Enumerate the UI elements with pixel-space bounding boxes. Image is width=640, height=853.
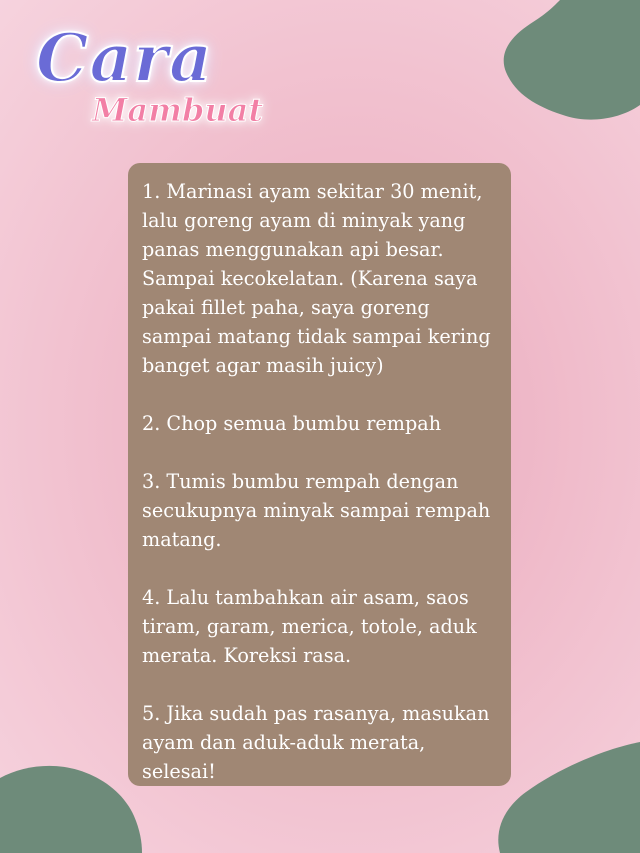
- bottom-right-blob: [498, 742, 640, 853]
- step-3: 3. Tumis bumbu rempah dengan secukupnya minyak sampai rempah matang.: [142, 470, 491, 551]
- steps-card: [128, 163, 511, 786]
- step-4: 4. Lalu tambahkan air asam, saos tiram, garam, merica, totole, aduk merata. Koreksi rasa.: [142, 586, 477, 667]
- title-block: [30, 18, 270, 138]
- step-2: 2. Chop semua bumbu rempah: [142, 412, 442, 435]
- title-main: Cara: [36, 19, 213, 97]
- step-1: 1. Marinasi ayam sekitar 30 menit, lalu goreng ayam di minyak yang panas menggunakan api besar. Sampai kecokelatan. (Karena saya pakai fillet paha, saya goreng sampai matang tidak sampai kering banget agar masih juicy): [142, 180, 491, 377]
- bottom-left-blob: [0, 766, 142, 853]
- step-5: 5. Jika sudah pas rasanya, masukan ayam dan aduk-aduk merata, selesai!: [142, 702, 490, 783]
- title-sub: Mambuat: [92, 91, 264, 129]
- top-right-blob: [504, 0, 640, 120]
